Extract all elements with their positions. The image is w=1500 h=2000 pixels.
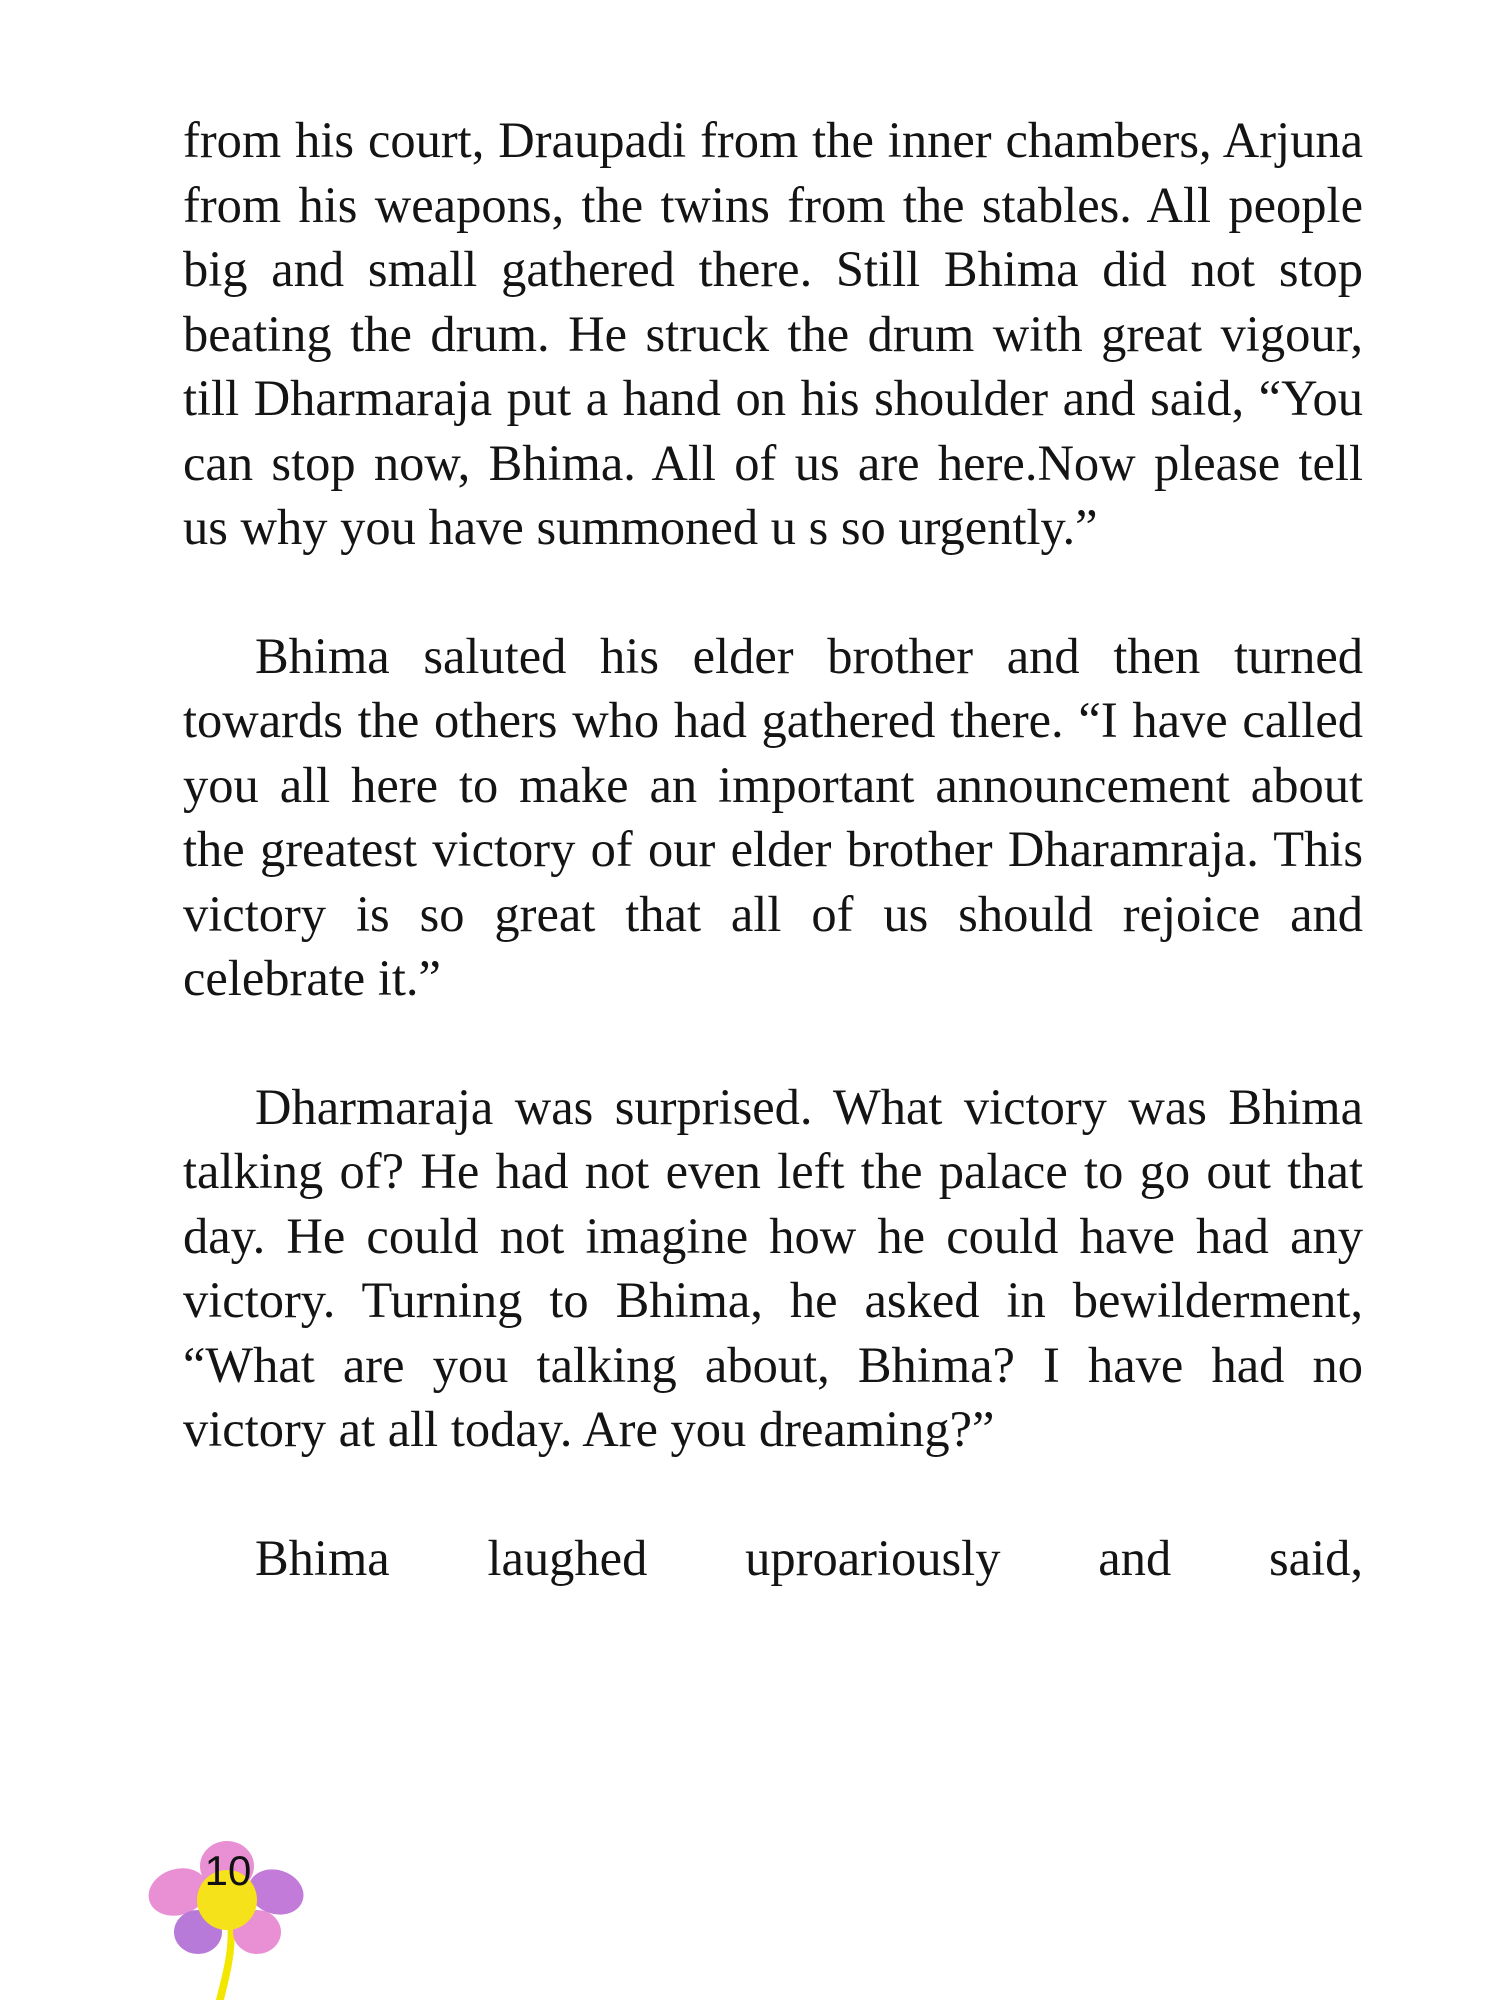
paragraph-1: from his court, Draupadi from the inner chambers, Arjuna from his weapons, the twins from the stables. All people big and small gathered there. Still Bhima did not stop beating the drum. He struck the drum with great vigour, till Dharmaraja put a hand on his shoulder and said, “You can stop now, Bhima. All of us are here.Now please tell us why you have summoned u s so urgently.” — [183, 112, 1363, 555]
page-number: 10 — [204, 1847, 252, 1894]
paragraph-3: Dharmaraja was surprised. What victory was Bhima talking of? He had not even left the palace to go out that day. He could not imagine how he could have had any victory. Turning to Bhima, he asked in bewilderment, “What are you talking about, Bhima? I have had no victory at all today. Are you dreaming?” — [183, 1078, 1363, 1457]
paragraph-2: Bhima saluted his elder brother and then turned towards the others who had gathered there. “I have called you all here to make an important announcement about the greatest victory of our elder brother Dharamraja. This victory is so great that all of us should rejoice and celebrate it.” — [183, 627, 1363, 1006]
paragraph-4: Bhima laughed uproariously and said, — [255, 1529, 1363, 1586]
book-page-text — [183, 108, 1363, 1590]
